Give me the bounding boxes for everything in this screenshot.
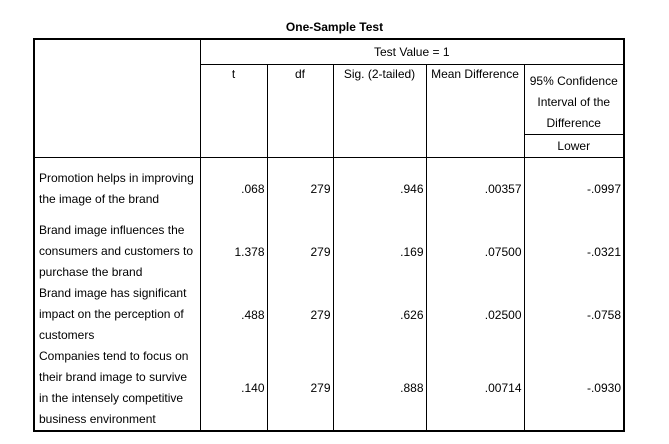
cell-df: 279 xyxy=(267,157,333,220)
column-header-sig: Sig. (2-tailed) xyxy=(333,64,426,157)
row-label: Brand image has significant impact on the perception of customers xyxy=(34,283,200,346)
cell-t: 1.378 xyxy=(200,220,267,283)
cell-sig: .888 xyxy=(333,346,426,431)
cell-lower: -.0321 xyxy=(524,220,624,283)
cell-mean-difference: .00357 xyxy=(426,157,524,220)
cell-lower: -.0758 xyxy=(524,283,624,346)
column-header-lower: Lower xyxy=(524,134,624,157)
test-value-header: Test Value = 1 xyxy=(200,39,624,64)
cell-mean-difference: .00714 xyxy=(426,346,524,431)
cell-t: .488 xyxy=(200,283,267,346)
cell-df: 279 xyxy=(267,346,333,431)
cell-df: 279 xyxy=(267,220,333,283)
table-row xyxy=(34,220,624,283)
cell-t: .140 xyxy=(200,346,267,431)
header-row-test-value xyxy=(34,39,624,64)
cell-lower: -.0930 xyxy=(524,346,624,431)
table-row xyxy=(34,157,624,220)
cell-sig: .946 xyxy=(333,157,426,220)
column-header-t: t xyxy=(200,64,267,157)
one-sample-test-table xyxy=(33,38,625,432)
cell-sig: .626 xyxy=(333,283,426,346)
cell-df: 279 xyxy=(267,283,333,346)
row-label: Brand image influences the consumers and customers to purchase the brand xyxy=(34,220,200,283)
column-header-df: df xyxy=(267,64,333,157)
table-row xyxy=(34,283,624,346)
table-title: One-Sample Test xyxy=(285,20,384,34)
table-row xyxy=(34,346,624,431)
row-label: Promotion helps in improving the image of the brand xyxy=(34,157,200,220)
row-label: Companies tend to focus on their brand image to survive in the intensely competitive business environment xyxy=(34,346,200,431)
column-header-mean-difference: Mean Difference xyxy=(426,64,524,157)
column-header-confidence-interval: 95% Confidence Interval of the Difference xyxy=(524,64,624,134)
cell-sig: .169 xyxy=(333,220,426,283)
cell-mean-difference: .02500 xyxy=(426,283,524,346)
cell-t: .068 xyxy=(200,157,267,220)
cell-mean-difference: .07500 xyxy=(426,220,524,283)
cell-lower: -.0997 xyxy=(524,157,624,220)
header-corner xyxy=(34,39,200,157)
